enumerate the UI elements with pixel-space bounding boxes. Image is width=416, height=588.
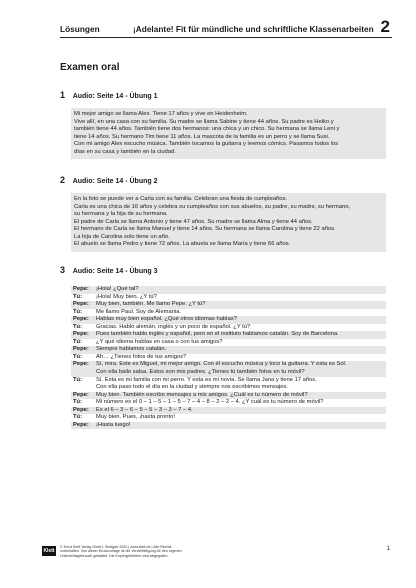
speaker-label: Tú:: [73, 323, 83, 330]
speaker-label: Pepe:: [73, 316, 89, 323]
paragraph-line: El abuelo se llama Pedro y tiene 72 años. La abuela se llama María y tiene 66 años.: [74, 241, 291, 248]
paragraph-line: Vive allí, en una casa con su familia. Su madre se llama Sabine y tiene 44 años. Su padre es Heiko y: [74, 118, 334, 125]
section-label: Audio: Seite 14 - Übung 1: [72, 93, 158, 100]
speaker-label: Pepe:: [73, 406, 89, 413]
paragraph-line: La hija de Carolina solo tiene un año.: [74, 233, 170, 240]
speaker-label: [71, 384, 96, 392]
paragraph-line: El padre de Carla se llama Antonio y tiene 47 años. Su madre se llama Alma y tiene 44 años.: [74, 218, 313, 225]
section-label: Audio: Seite 14 - Übung 2: [72, 178, 158, 185]
speaker-label: Tú:: [73, 399, 83, 406]
dialogue-transcript: [71, 286, 386, 429]
dialogue-line: [71, 316, 386, 324]
dialogue-text: Mi número es el 0 – 1 – 5 – 1 – 5 – 7 – 4 – 8 – 2 – 2 – 4. ¿Y cuál es tu número de móvil?: [96, 399, 324, 406]
dialogue-text: Muy bien, también. Me llamo Pepe. ¿Y tú?: [96, 301, 206, 308]
dialogue-text: Siempre hablamos catalán.: [96, 346, 167, 353]
dialogue-line: [71, 399, 386, 407]
section-number: 3: [60, 265, 66, 275]
paragraph-line: tiene 14 años. Su hermano Tim tiene 11 años. La mascota de la familia es un perro y se llama Susi.: [74, 133, 330, 140]
header-title: ¡Adelante! Fit für mündliche und schriftliche Klassenarbeiten: [133, 24, 374, 34]
speaker-label: Tú:: [73, 308, 83, 315]
section-1-heading: [60, 90, 158, 100]
transcript-box-2: [71, 193, 386, 252]
copyright-line: vorbehalten. Von dieser Druckvorlage ist die Vervielfältigung für den eigenen: [60, 549, 182, 554]
dialogue-text: Ah… ¿Tienes fotos de tus amigos?: [96, 353, 187, 360]
speaker-label: Tú:: [73, 353, 83, 360]
paragraph-line: En la foto se puede ver a Carla con su familia. Celebran una fiesta de cumpleaños.: [74, 196, 287, 202]
paragraph-line: Con mi amigo Alex escucho música. También tocamos la guitarra y leemos cómics. Pasamos todos los: [74, 141, 339, 148]
dialogue-text: ¡Hola! Muy bien. ¿Y tú?: [96, 293, 157, 300]
paragraph-line: su hermana y la hija de su hermana.: [74, 211, 168, 218]
dialogue-line: [71, 407, 386, 415]
dialogue-line: [71, 422, 386, 430]
header-rule: [60, 37, 392, 38]
dialogue-line: [71, 384, 386, 392]
header-label: Lösungen: [60, 24, 100, 34]
dialogue-text: ¡Hola! ¿Qué tal?: [96, 286, 139, 292]
speaker-label: Tú:: [73, 338, 83, 345]
speaker-label: Pepe:: [73, 361, 89, 368]
dialogue-text: Con ella bailo salsa. Estos son mis padres. ¿Tienes tú también fotos en tu móvil?: [96, 369, 305, 376]
section-label: Audio: Seite 14 - Übung 3: [72, 268, 158, 275]
dialogue-line: [71, 354, 386, 362]
section-2-heading: [60, 175, 158, 185]
dialogue-line: [71, 294, 386, 302]
dialogue-line: [71, 377, 386, 385]
speaker-label: Tú:: [73, 414, 83, 421]
paragraph-line: también tiene 44 años. También tiene dos hermanos: una chica y un chico. Su hermana se llama Leni y: [74, 126, 340, 133]
speaker-label: Pepe:: [73, 421, 89, 428]
dialogue-text: Hablas muy bien español. ¿Qué otros idiomas hablas?: [96, 316, 237, 323]
section-3-heading: [60, 265, 158, 275]
dialogue-line: [71, 339, 386, 347]
paragraph-line: Mi mejor amigo se llama Alex. Tiene 17 años y vive en Heidenheim.: [74, 111, 248, 117]
dialogue-line: [71, 331, 386, 339]
dialogue-line: [71, 309, 386, 317]
speaker-label: Pepe:: [73, 286, 89, 292]
dialogue-text: Muy bien. Pues, ¡hasta pronto!: [96, 414, 175, 421]
dialogue-text: Gracias. Hablo alemán, inglés y un poco de español. ¿Y tú?: [96, 323, 251, 330]
dialogue-text: ¿Y qué idioma hablas en casa o con tus amigos?: [96, 338, 223, 345]
dialogue-text: Es el 6 – 3 – 6 – 5 – 5 – 3 – 3 – 7 – 4.: [96, 406, 193, 413]
copyright-line: Unterrichtsgebrauch gestattet. Die Kopiergebühren sind abgegolten.: [60, 553, 169, 558]
dialogue-text: Pues también hablo inglés y español, pero en el instituto hablamos catalán. Soy de Barcelona.: [96, 331, 339, 338]
speaker-label: [71, 369, 96, 377]
dialogue-text: Sí, mira. Este es Miguel, mi mejor amigo. Con él escucho música y toco la guitarra. Y esta es Sol.: [96, 361, 347, 368]
dialogue-line: [71, 392, 386, 400]
speaker-label: Tú:: [73, 293, 83, 300]
dialogue-text: ¡Hasta luego!: [96, 421, 131, 428]
page-title: Examen oral: [60, 62, 120, 73]
dialogue-text: Muy bien. También escribo mensajes a mis amigos. ¿Cuál es tu número de móvil?: [96, 391, 308, 398]
chapter-number: 2: [380, 17, 390, 36]
copyright-line: © Ernst Klett Verlag GmbH, Stuttgart 2020 | www.klett.de | Alle Rechte: [60, 545, 172, 549]
speaker-label: Pepe:: [73, 331, 89, 338]
speaker-label: Tú:: [73, 376, 83, 383]
dialogue-line: [71, 286, 386, 294]
section-number: 1: [60, 90, 66, 100]
dialogue-line: [71, 414, 386, 422]
speaker-label: Pepe:: [73, 391, 89, 398]
paragraph-line: El hermano de Carla se llama Manuel y tiene 14 años. Su hermana se llama Carolina y tiene 22 años.: [74, 226, 336, 233]
copyright-notice: [60, 545, 210, 558]
paragraph-line: Carla es una chica de 16 años y celebra su cumpleaños con sus abuelos, su padre, su madre, su hermano,: [74, 203, 351, 210]
page-header: [60, 17, 392, 38]
dialogue-line: [71, 361, 386, 369]
page-number: 1: [386, 546, 390, 552]
section-number: 2: [60, 175, 66, 185]
klett-logo: Klett: [43, 548, 55, 554]
dialogue-line: [71, 301, 386, 309]
paragraph-line: días en su casa y también en la ciudad.: [74, 148, 176, 155]
dialogue-line: [71, 324, 386, 332]
dialogue-line: [71, 346, 386, 354]
speaker-label: Pepe:: [73, 301, 89, 308]
dialogue-text: Sí. Esta es mi familia con mi perro. Y esta es mi novia. Se llama Jana y tiene 17 años.: [96, 376, 317, 383]
dialogue-text: Me llamo Paul. Soy de Alemania.: [96, 308, 182, 315]
transcript-box-1: [71, 108, 386, 159]
dialogue-line: [71, 369, 386, 377]
speaker-label: Pepe:: [73, 346, 89, 353]
dialogue-text: Con ella paso todo el día en la ciudad y siempre nos escribimos mensajes.: [96, 384, 289, 391]
